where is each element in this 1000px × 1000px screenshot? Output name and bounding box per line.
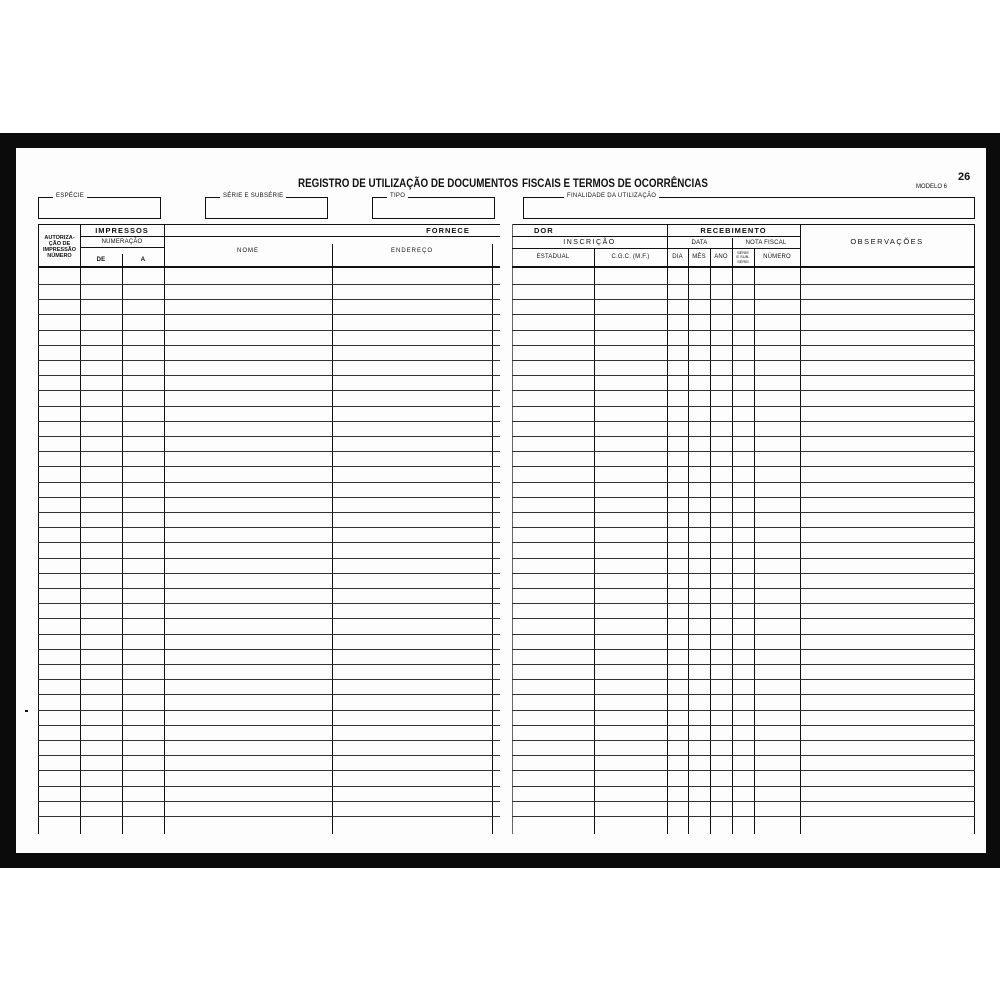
finalidade-label: FINALIDADE DA UTILIZAÇÃO — [564, 193, 659, 199]
left-row-line — [38, 801, 500, 802]
right-row-line — [512, 786, 975, 787]
left-row-line — [38, 694, 500, 695]
right-row-line — [512, 725, 975, 726]
mes-header: MÊS — [692, 254, 706, 260]
left-row-line — [38, 786, 500, 787]
left-row-line — [38, 755, 500, 756]
right-row-line — [512, 299, 975, 300]
fornece-header: FORNECE — [426, 226, 470, 235]
left-row-line — [38, 497, 500, 498]
right-row-line — [512, 466, 975, 467]
right-row-line — [512, 284, 975, 285]
left-row-line — [38, 816, 500, 817]
especie-label: ESPÉCIE — [53, 193, 87, 199]
left-row-line — [38, 390, 500, 391]
observacoes-header: OBSERVAÇÕES — [850, 236, 924, 246]
right-row-line — [512, 406, 975, 407]
left-row-line — [38, 436, 500, 437]
serie-sub-line-3: SÉRIE — [736, 258, 749, 264]
autorizacao-line-2: ÇÃO DE — [48, 241, 71, 247]
right-row-line — [512, 497, 975, 498]
right-row-line — [512, 390, 975, 391]
autorizacao-line-4: NÚMERO — [47, 253, 72, 259]
endereco-header: ENDEREÇO — [390, 248, 433, 254]
serie-sub-line-1: SÉRIE — [736, 249, 749, 255]
left-row-line — [38, 360, 500, 361]
title-right: FISCAIS E TERMOS DE OCORRÊNCIAS — [522, 176, 708, 190]
inscricao-header: INSCRIÇÃO — [563, 239, 616, 246]
left-row-line — [38, 299, 500, 300]
finalidade-field[interactable] — [523, 193, 975, 219]
serie-field[interactable] — [205, 193, 328, 219]
data-header: DATA — [691, 239, 708, 246]
left-row-line — [38, 375, 500, 376]
left-row-line — [38, 345, 500, 346]
right-table — [512, 224, 975, 834]
right-row-line — [512, 770, 975, 771]
left-row-line — [38, 710, 500, 711]
left-row-line — [38, 603, 500, 604]
left-row-line — [38, 314, 500, 315]
right-row-line — [512, 451, 975, 452]
right-row-line — [512, 330, 975, 331]
right-row-line — [512, 542, 975, 543]
a-header: A — [140, 257, 146, 263]
left-row-line — [38, 527, 500, 528]
left-row-line — [38, 330, 500, 331]
left-row-line — [38, 679, 500, 680]
autorizacao-line-3: IMPRESSÃO — [42, 247, 76, 253]
right-row-line — [512, 588, 975, 589]
right-row-line — [512, 755, 975, 756]
left-row-line — [38, 664, 500, 665]
right-row-line — [512, 710, 975, 711]
right-row-line — [512, 482, 975, 483]
tipo-label: TIPO — [387, 193, 408, 199]
left-row-line — [38, 588, 500, 589]
left-row-line — [38, 558, 500, 559]
serie-label: SÉRIE E SUBSÉRIE — [220, 193, 286, 199]
left-row-line — [38, 451, 500, 452]
right-row-line — [512, 816, 975, 817]
title-left: REGISTRO DE UTILIZAÇÃO DE DOCUMENTOS — [298, 176, 519, 190]
serie-sub-header — [732, 249, 754, 266]
right-row-line — [512, 664, 975, 665]
dia-header: DIA — [672, 254, 683, 260]
left-row-line — [38, 512, 500, 513]
numeracao-header: NUMERAÇÃO — [101, 239, 143, 245]
right-row-line — [512, 603, 975, 604]
dor-header: DOR — [534, 226, 554, 235]
right-row-line — [512, 314, 975, 315]
page-number: 26 — [958, 171, 971, 183]
left-row-line — [38, 634, 500, 635]
right-row-line — [512, 436, 975, 437]
tipo-field[interactable] — [372, 193, 495, 219]
left-row-line — [38, 284, 500, 285]
right-row-line — [512, 421, 975, 422]
right-row-line — [512, 573, 975, 574]
right-row-line — [512, 649, 975, 650]
right-row-line — [512, 618, 975, 619]
right-row-line — [512, 679, 975, 680]
right-row-line — [512, 375, 975, 376]
right-row-line — [512, 694, 975, 695]
left-row-line — [38, 573, 500, 574]
left-table — [38, 224, 500, 834]
right-row-line — [512, 512, 975, 513]
left-row-line — [38, 725, 500, 726]
cgc-header: C.G.C. (M.F.) — [611, 254, 650, 260]
de-header: DE — [96, 257, 106, 263]
left-row-line — [38, 542, 500, 543]
numero-header: NÚMERO — [763, 254, 791, 260]
left-row-line — [38, 482, 500, 483]
autorizacao-line-1: AUTORIZA- — [44, 235, 75, 241]
left-row-line — [38, 740, 500, 741]
right-row-line — [512, 634, 975, 635]
model-label: MODELO 6 — [916, 184, 948, 190]
right-row-line — [512, 740, 975, 741]
estadual-header: ESTADUAL — [536, 254, 570, 260]
right-row-line — [512, 345, 975, 346]
right-row-line — [512, 558, 975, 559]
left-row-line — [38, 421, 500, 422]
especie-field[interactable] — [38, 193, 161, 219]
form-sheet — [16, 148, 986, 853]
right-row-line — [512, 801, 975, 802]
serie-sub-line-2: E SUB- — [736, 254, 750, 260]
margin-mark — [25, 710, 28, 712]
autorizacao-header — [39, 228, 80, 266]
left-row-line — [38, 649, 500, 650]
recebimento-header: RECEBIMENTO — [700, 226, 767, 235]
left-row-line — [38, 618, 500, 619]
left-row-line — [38, 406, 500, 407]
nome-header: NOME — [237, 248, 259, 254]
nota-fiscal-header: NOTA FISCAL — [745, 239, 787, 246]
right-row-line — [512, 360, 975, 361]
impressos-header: IMPRESSOS — [95, 226, 149, 235]
right-row-line — [512, 527, 975, 528]
left-row-line — [38, 466, 500, 467]
ano-header: ANO — [714, 254, 728, 260]
left-row-line — [38, 770, 500, 771]
